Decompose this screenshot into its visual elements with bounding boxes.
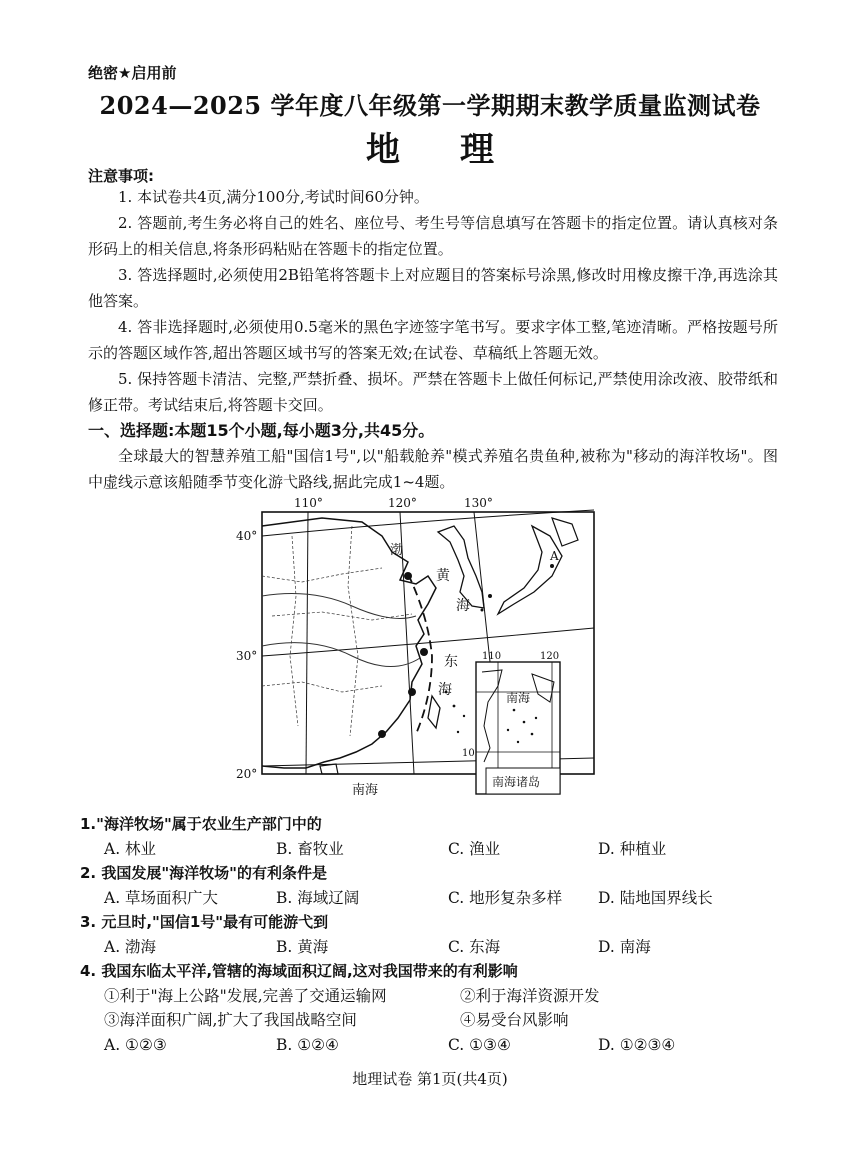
route-point bbox=[378, 730, 386, 738]
hokkaido-coast bbox=[552, 518, 578, 546]
route-point bbox=[404, 572, 412, 580]
lat-label-30: 30° bbox=[236, 649, 258, 663]
option-c: C. 地形复杂多样 bbox=[448, 888, 563, 907]
japan-coast bbox=[498, 526, 562, 614]
notes-heading: 注意事项: bbox=[88, 167, 154, 185]
note-item: 1. 本试卷共4页,满分100分,考试时间60分钟。 bbox=[118, 188, 429, 206]
option-c: C. 东海 bbox=[448, 937, 501, 956]
question-stem: 3. 元旦时,"国信1号"最有可能游弋到 bbox=[80, 913, 329, 931]
note-item: 2. 答题前,考生务必将自己的姓名、座位号、考生号等信息填写在答题卡的指定位置。请认真核对条形码上的相关信息,将条形码粘贴在答题卡的指定位置。 bbox=[88, 214, 778, 258]
secret-mark: 绝密★启用前 bbox=[88, 64, 177, 82]
option-a: A. 渤海 bbox=[104, 937, 157, 956]
statement-row bbox=[80, 1008, 800, 1033]
inset-caption: 南海诸岛 bbox=[492, 775, 541, 789]
option-b: B. 黄海 bbox=[276, 937, 329, 956]
lon-label-120: 120° bbox=[388, 496, 417, 510]
lat-label-40: 40° bbox=[236, 529, 258, 543]
note-item: 5. 保持答题卡清洁、完整,严禁折叠、损坏。严禁在答题卡上做任何标记,严禁使用涂改液、胶带纸和修正带。考试结束后,将答题卡交回。 bbox=[88, 370, 778, 414]
page-footer: 地理试卷 第1页(共4页) bbox=[352, 1070, 508, 1088]
question-stem: 1."海洋牧场"属于农业生产部门中的 bbox=[80, 815, 322, 833]
route-point bbox=[420, 648, 428, 656]
donghai-label-2: 海 bbox=[438, 682, 452, 698]
option-row bbox=[80, 1033, 800, 1058]
note-item: 4. 答非选择题时,必须使用0.5毫米的黑色字迹签字笔书写。要求字体工整,笔迹清晰。严格按题号所示的答题区域作答,超出答题区域书写的答案无效;在试卷、草稿纸上答题无效。 bbox=[88, 318, 778, 362]
option-c: C. 渔业 bbox=[448, 839, 501, 858]
route-point bbox=[408, 688, 416, 696]
statement-2: ②利于海洋资源开发 bbox=[460, 986, 600, 1005]
inset-lon-120: 120 bbox=[540, 651, 560, 662]
bohai-label: 渤 bbox=[390, 543, 404, 558]
option-a: A. 林业 bbox=[104, 839, 157, 858]
section-title: 一、选择题:本题15个小题,每小题3分,共45分。 bbox=[88, 421, 435, 440]
taiwan-coast bbox=[428, 696, 440, 728]
subject-title: 地理 bbox=[366, 130, 554, 170]
section-intro: 全球最大的智慧养殖工船"国信1号",以"船载舱养"模式养殖名贵鱼种,被称为"移动的海洋牧场"。图中虚线示意该船随季节变化游弋路线,据此完成1~4题。 bbox=[88, 447, 778, 491]
notes-list bbox=[88, 184, 778, 418]
option-a: A. 草场面积广大 bbox=[104, 888, 219, 907]
option-b: B. ①②④ bbox=[276, 1035, 339, 1054]
question-stem: 2. 我国发展"海洋牧场"的有利条件是 bbox=[80, 864, 327, 882]
option-d: D. 陆地国界线长 bbox=[598, 888, 713, 907]
option-d: D. 南海 bbox=[598, 937, 651, 956]
nanhai-label: 南海 bbox=[352, 783, 379, 798]
question-list bbox=[80, 812, 800, 1057]
option-d: D. ①②③④ bbox=[598, 1035, 676, 1054]
donghai-label-1: 东 bbox=[444, 654, 458, 670]
exam-title: 2024—2025 学年度八年级第一学期期末教学质量监测试卷 bbox=[99, 91, 761, 120]
option-b: B. 畜牧业 bbox=[276, 839, 344, 858]
question-stem: 4. 我国东临太平洋,管辖的海域面积辽阔,这对我国带来的有利影响 bbox=[80, 962, 518, 980]
option-row bbox=[80, 935, 800, 960]
lat-label-20: 20° bbox=[236, 767, 258, 781]
option-a: A. ①②③ bbox=[104, 1035, 167, 1054]
option-row bbox=[80, 837, 800, 862]
inset-lon-110: 110 bbox=[482, 651, 502, 662]
point-a bbox=[550, 564, 554, 568]
statement-row bbox=[80, 984, 800, 1009]
statement-1: ①利于"海上公路"发展,完善了交通运输网 bbox=[104, 986, 387, 1005]
lon-label-130: 130° bbox=[464, 496, 493, 510]
ship-route bbox=[408, 574, 432, 734]
huanghai-label-1: 黄 bbox=[436, 568, 450, 584]
option-row bbox=[80, 886, 800, 911]
option-c: C. ①③④ bbox=[448, 1035, 511, 1054]
china-sea-map bbox=[232, 496, 602, 808]
huanghai-label-2: 海 bbox=[456, 598, 470, 614]
option-b: B. 海域辽阔 bbox=[276, 888, 360, 907]
point-a-label: A bbox=[550, 549, 559, 563]
statement-3: ③海洋面积广阔,扩大了我国战略空间 bbox=[104, 1011, 357, 1029]
lon-label-110: 110° bbox=[294, 496, 323, 510]
statement-4: ④易受台风影响 bbox=[460, 1011, 569, 1029]
option-d: D. 种植业 bbox=[598, 839, 667, 858]
inset-sea-label: 南海 bbox=[506, 691, 531, 705]
hainan-coast bbox=[320, 764, 338, 774]
note-item: 3. 答选择题时,必须使用2B铅笔将答题卡上对应题目的答案标号涂黑,修改时用橡皮擦干净,再选涂其他答案。 bbox=[88, 266, 778, 310]
inset-lat-10: 10 bbox=[462, 748, 475, 759]
